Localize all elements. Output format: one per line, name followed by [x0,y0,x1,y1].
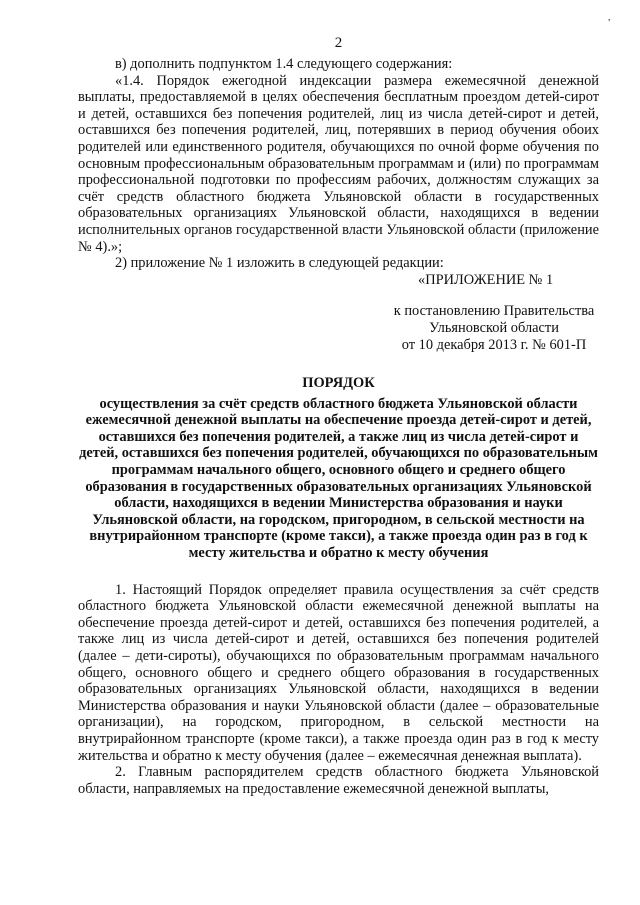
paragraph-amendment-intro: в) дополнить подпунктом 1.4 следующего содержания: [115,56,453,72]
appendix-ref-line: от 10 декабря 2013 г. № 601-П [401,336,587,353]
appendix-label: «ПРИЛОЖЕНИЕ № 1 [418,271,554,288]
page-number: 2 [334,35,343,51]
appendix-reference [384,303,604,353]
paragraph-subpoint-1-4: «1.4. Порядок ежегодной индексации размера ежемесячной денежной выплаты, предоставляемой в целях обеспечения бесплатным проездом детей-сирот и детей, оставшихся без попечения родителей, лиц из числа детей-сирот и детей, оставшихся без попечения родителей, лиц, потерявших в период обучения обоих родителей или единственного родителя, обучающихся по очной форме обучения по основным профессиональным образовательным программам и (или) по программам профессиональной подготовки по профессиям рабочих, должностям служащих за счёт средств областного бюджета Ульяновской области в государственных образовательных организациях Ульяновской области, находящихся в ведении исполнительных органов государственной власти Ульяновской области (приложение № 4).»; [78,72,599,255]
document-title: ПОРЯДОК [302,375,375,392]
body-paragraph-1: 1. Настоящий Порядок определяет правила осуществления за счёт средств областного бюджета Ульяновской области ежемесячной денежной выплаты на обеспечение проезда детей-сирот и детей, оставшихся без попечения родителей, а также лиц из числа детей-сирот и детей, оставшихся без попечения родителей (далее – дети-сироты), обучающихся по образовательным программам начального общего, основного общего и среднего общего образования в государственных образовательных организациях Ульяновской области, находящихся в ведении Министерства образования и науки Ульяновской области (далее – образовательные организации), на городском, пригородном, в сельской местности на внутрирайонном транспорте (кроме такси), а также проезда один раз в год к месту жительства и обратно к месту обучения (далее – ежемесячная денежная выплата). [78,581,599,764]
corner-mark: ' [608,18,610,29]
document-page [78,34,599,797]
appendix-ref-line: Ульяновской области [429,319,559,336]
document-subtitle: осуществления за счёт средств областного бюджета Ульяновской области ежемесячной денежной выплаты на обеспечение проезда детей-сирот и детей, оставшихся без попечения родителей, а также лиц из числа детей-сирот и детей, оставшихся без попечения родителей, обучающихся по образовательным программам начального общего, основного общего и среднего общего образования в государственных образовательных организациях Ульяновской области, находящихся в ведении Министерства образования и науки Ульяновской области, на городском, пригородном, в сельской местности на внутрирайонном транспорте (кроме такси), а также проезда один раз в год к месту жительства и обратно к месту обучения [79,395,598,562]
document-body [78,582,599,798]
appendix-ref-line: к постановлению Правительства [393,303,595,320]
paragraph-appendix-intro: 2) приложение № 1 изложить в следующей редакции: [115,255,444,272]
body-paragraph-2: 2. Главным распорядителем средств областного бюджета Ульяновской области, направляемых на предоставление ежемесячной денежной выплаты, [78,764,599,797]
